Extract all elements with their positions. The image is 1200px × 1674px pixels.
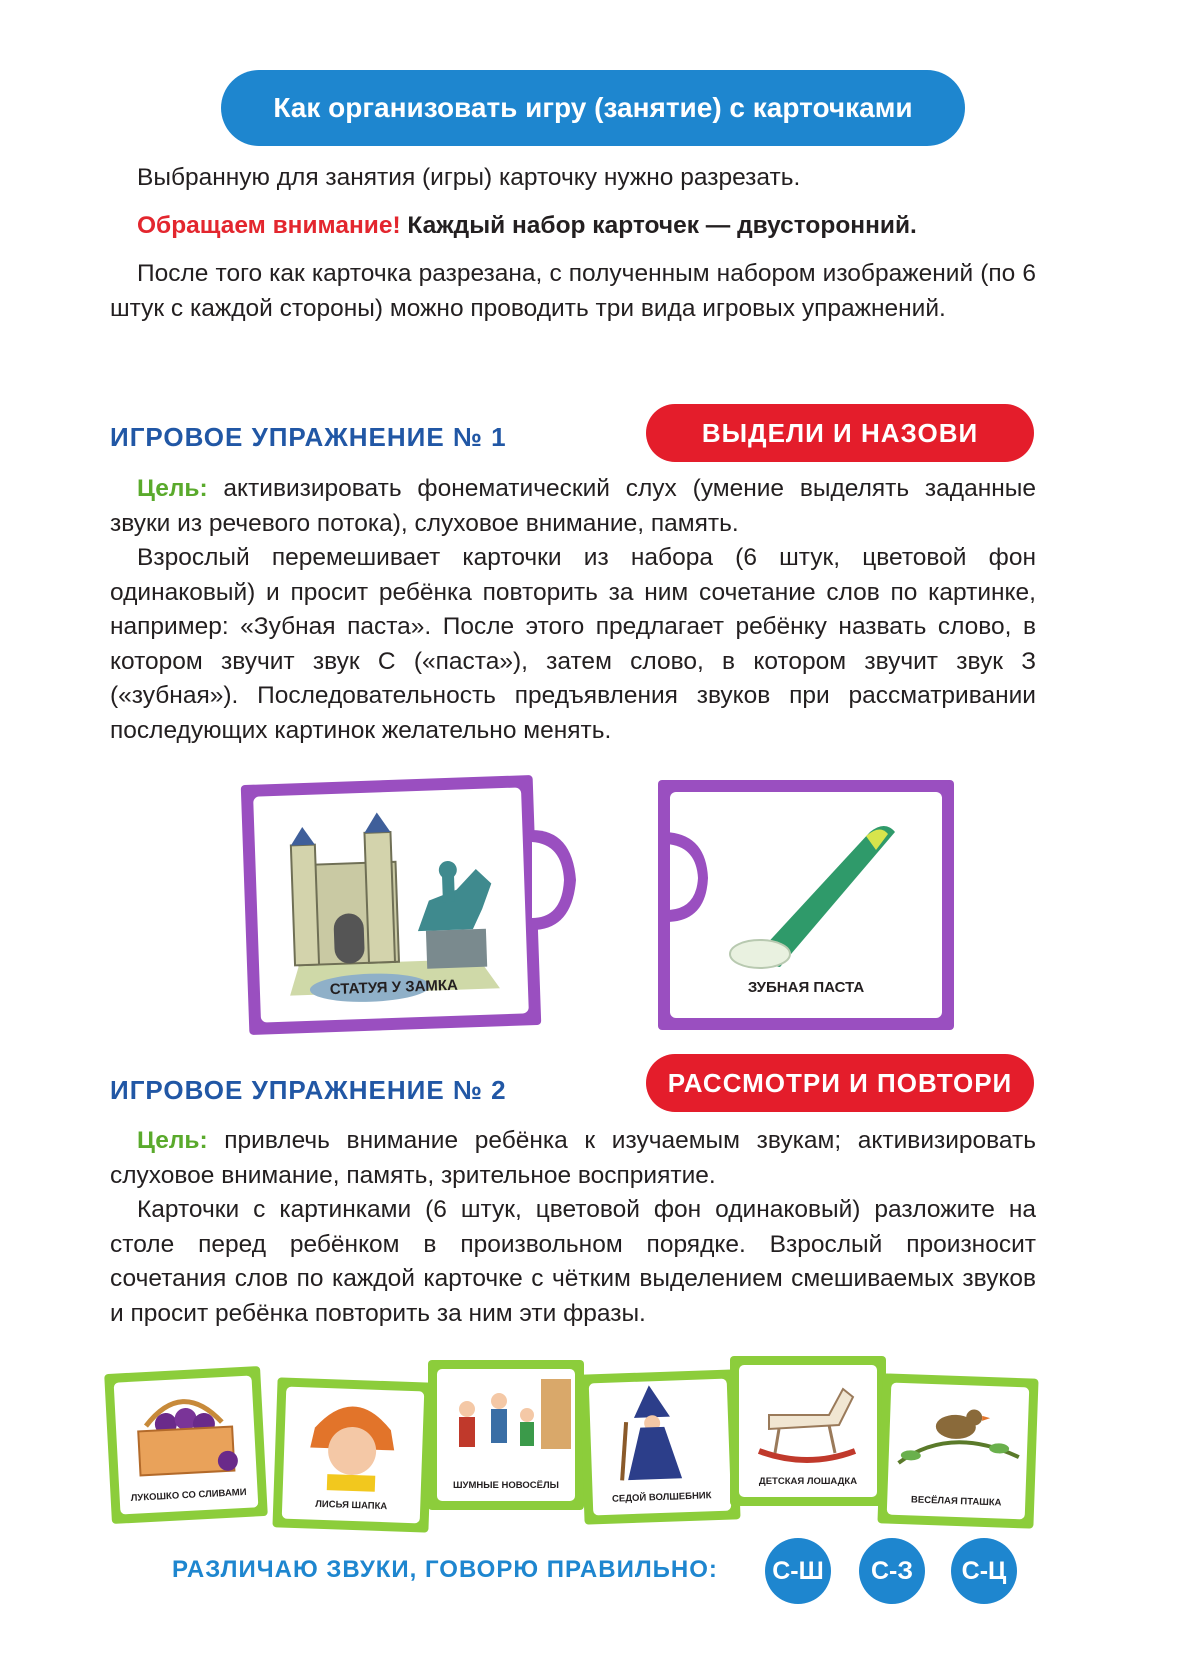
card-inner [670, 792, 942, 1018]
sound-pair-badge: С-З [859, 1538, 925, 1604]
neighbors-illustration [437, 1369, 575, 1469]
card-inner [739, 1365, 877, 1497]
card-caption: ЛИСЬЯ ШАПКА [315, 1498, 388, 1513]
bird-illustration [888, 1383, 1029, 1488]
exercise1-pill: ВЫДЕЛИ И НАЗОВИ [646, 404, 1034, 462]
attention-label: Обращаем внимание! [137, 212, 401, 239]
green-card-neighbors [428, 1360, 584, 1510]
footer-label: РАЗЛИЧАЮ ЗВУКИ, ГОВОРЮ ПРАВИЛЬНО: [172, 1556, 718, 1583]
card-caption: ШУМНЫЕ НОВОСЁЛЫ [453, 1480, 559, 1491]
green-card-wizard [579, 1369, 740, 1524]
card-inner [887, 1383, 1030, 1520]
plum-basket-illustration [114, 1375, 257, 1482]
green-card-fox-hat [272, 1377, 433, 1532]
card-inner [589, 1379, 732, 1516]
puzzle-card-toothpaste [658, 780, 954, 1030]
green-card-plums [104, 1366, 268, 1524]
puzzle-card-statue [241, 775, 542, 1035]
green-card-rocking-horse [730, 1356, 886, 1506]
exercise2-goal-label: Цель: [137, 1127, 208, 1154]
attention-text: Каждый набор карточек — двусторонний. [400, 212, 917, 239]
sound-pair-badge: С-Ц [951, 1538, 1017, 1604]
exercise1-description: Взрослый перемешивает карточки из набора (6 штук, цветовой фон одинаковый) и просит ребёнка повторить за ним сочетание слов по картинке, например: «Зубная паста». После этого предлагает ребёнку назвать слово, в котором звучит звук С («паста»), затем слово, в котором звучит звук З («зубная»). Последовательность предъявления звуков при рассматривании последующих картинок желательно менять. [110, 544, 1036, 744]
puzzle-tab-shape [532, 820, 582, 940]
card-inner [282, 1387, 425, 1524]
exercise1-goal-label: Цель: [137, 475, 208, 502]
card-inner [114, 1375, 259, 1514]
sound-pair-badge: С-Ш [765, 1538, 831, 1604]
exercise2-heading: ИГРОВОЕ УПРАЖНЕНИЕ № 2 [110, 1075, 507, 1105]
intro-paragraph-1: Выбранную для занятия (игры) карточку нужно разрезать. [137, 164, 801, 191]
exercise2-description: Карточки с картинками (6 штук, цветовой фон одинаковый) разложите на столе перед ребёнком в произвольном порядке. Взрослый произносит сочетания слов по каждой карточке с чётким выделением смешиваемых звуков и просит ребёнка повторить за ним эти фразы. [110, 1196, 1036, 1327]
card-inner [253, 787, 529, 1022]
exercise2-goal-text: привлечь внимание ребёнка к изучаемым звукам; активизировать слуховое внимание, память, зрительное восприятие. [110, 1127, 1036, 1189]
exercise2-goal [110, 1124, 1036, 1193]
card-caption: ДЕТСКАЯ ЛОШАДКА [758, 1476, 858, 1487]
wizard-illustration [589, 1379, 730, 1484]
intro-paragraph-3: После того как карточка разрезана, с полученным набором изображений (по 6 штук с каждой стороны) можно проводить три вида игровых упражнений. [110, 260, 1036, 322]
exercise1-heading: ИГРОВОЕ УПРАЖНЕНИЕ № 1 [110, 422, 507, 452]
green-card-bird [877, 1373, 1038, 1528]
card-caption: ВЕСЁЛАЯ ПТАШКА [910, 1494, 1002, 1509]
exercise1-goal [110, 472, 1036, 541]
intro-attention [110, 209, 1036, 244]
exercise2-pill: РАССМОТРИ И ПОВТОРИ [646, 1054, 1034, 1112]
card-caption: ЗУБНАЯ ПАСТА [747, 979, 865, 996]
page-title: Как организовать игру (занятие) с карточками [221, 70, 965, 146]
card-caption: ЛУКОШКО СО СЛИВАМИ [130, 1486, 247, 1504]
rocking-horse-illustration [739, 1365, 877, 1465]
fox-hat-illustration [283, 1387, 425, 1496]
card-caption: СТАТУЯ У ЗАМКА [329, 976, 459, 999]
exercise1-goal-text: активизировать фонематический слух (умение выделять заданные звуки из речевого потока), слуховое внимание, память. [110, 475, 1036, 537]
card-inner [437, 1369, 575, 1501]
card-caption: СЕДОЙ ВОЛШЕБНИК [611, 1490, 712, 1505]
